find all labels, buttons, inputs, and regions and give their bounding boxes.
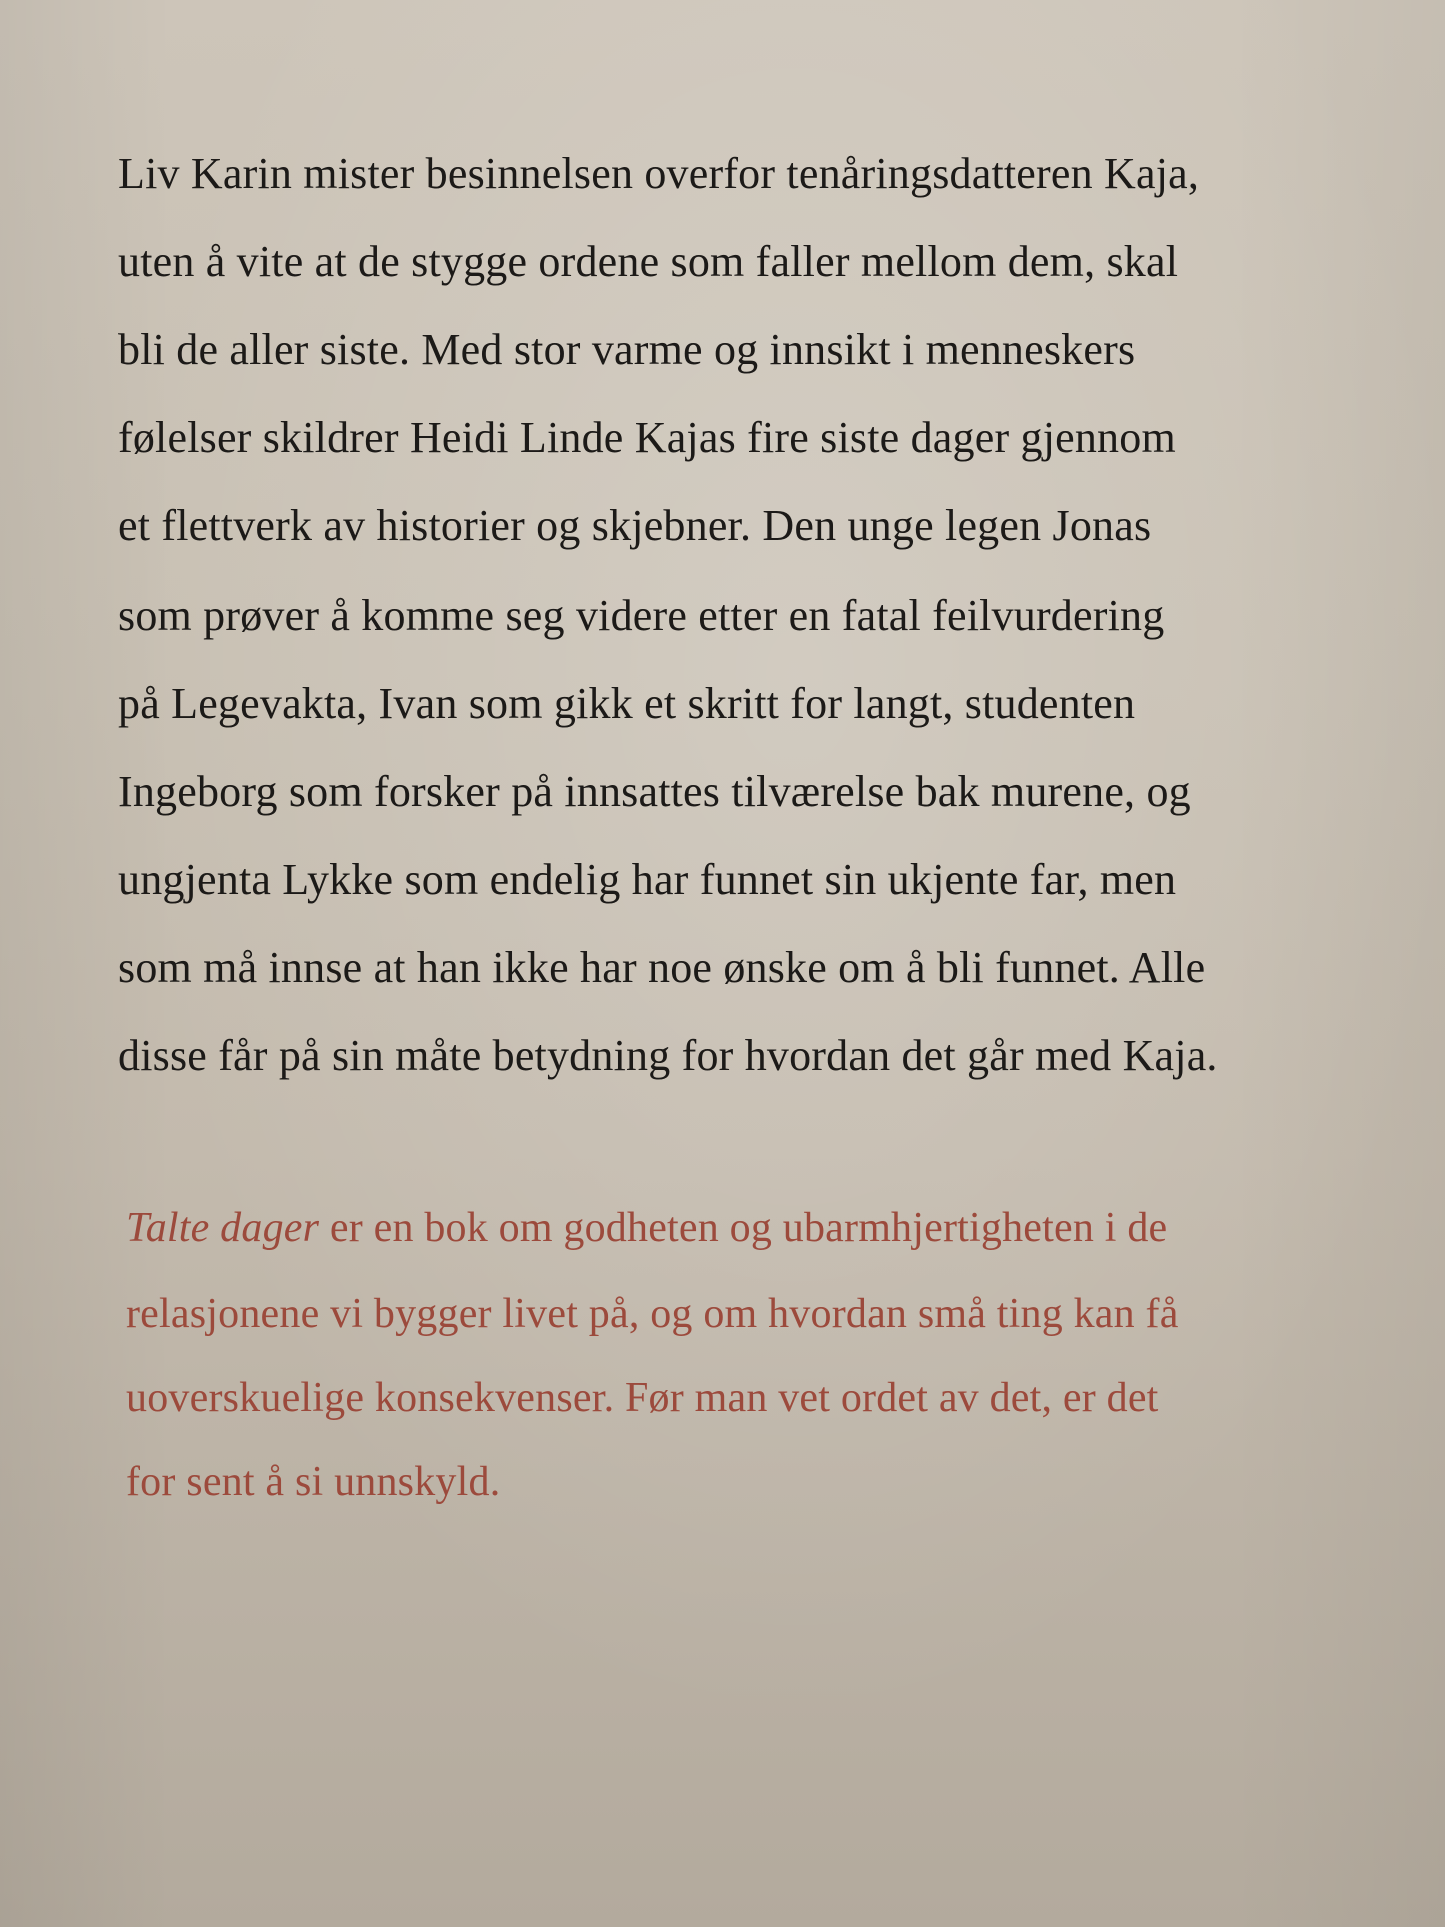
text-line: ungjenta Lykke som endelig har funnet sin ukjente far, men xyxy=(118,855,1177,904)
text-line: relasjonene vi bygger livet på, og om hvordan små ting kan få xyxy=(126,1291,1179,1337)
text-line: bli de aller siste. Med stor varme og innsikt i menneskers xyxy=(118,325,1136,374)
text-line: som prøver å komme seg videre etter en fatal feilvurdering xyxy=(118,591,1165,640)
text-line: uten å vite at de stygge ordene som faller mellom dem, skal xyxy=(118,237,1179,286)
book-title: Talte dager xyxy=(126,1205,320,1251)
text-line: for sent å si unnskyld. xyxy=(126,1459,501,1505)
text-line: et flettverk av historier og skjebner. Den unge legen Jonas xyxy=(118,501,1152,550)
text-line: følelser skildrer Heidi Linde Kajas fire siste dager gjennom xyxy=(118,413,1176,462)
text-line: på Legevakta, Ivan som gikk et skritt for langt, studenten xyxy=(118,679,1136,728)
text-line: Ingeborg som forsker på innsattes tilværelse bak murene, og xyxy=(118,767,1191,816)
text-line: Liv Karin mister besinnelsen overfor tenåringsdatteren Kaja, xyxy=(118,149,1200,198)
text-line: som må innse at han ikke har noe ønske om å bli funnet. Alle xyxy=(118,943,1206,992)
text-line xyxy=(126,1204,1167,1252)
text-line: uoverskuelige konsekvenser. Før man vet ordet av det, er det xyxy=(126,1375,1159,1421)
text-line: disse får på sin måte betydning for hvordan det går med Kaja. xyxy=(118,1031,1218,1080)
text-span: er en bok om godheten og ubarmhjertigheten i de xyxy=(319,1205,1168,1251)
